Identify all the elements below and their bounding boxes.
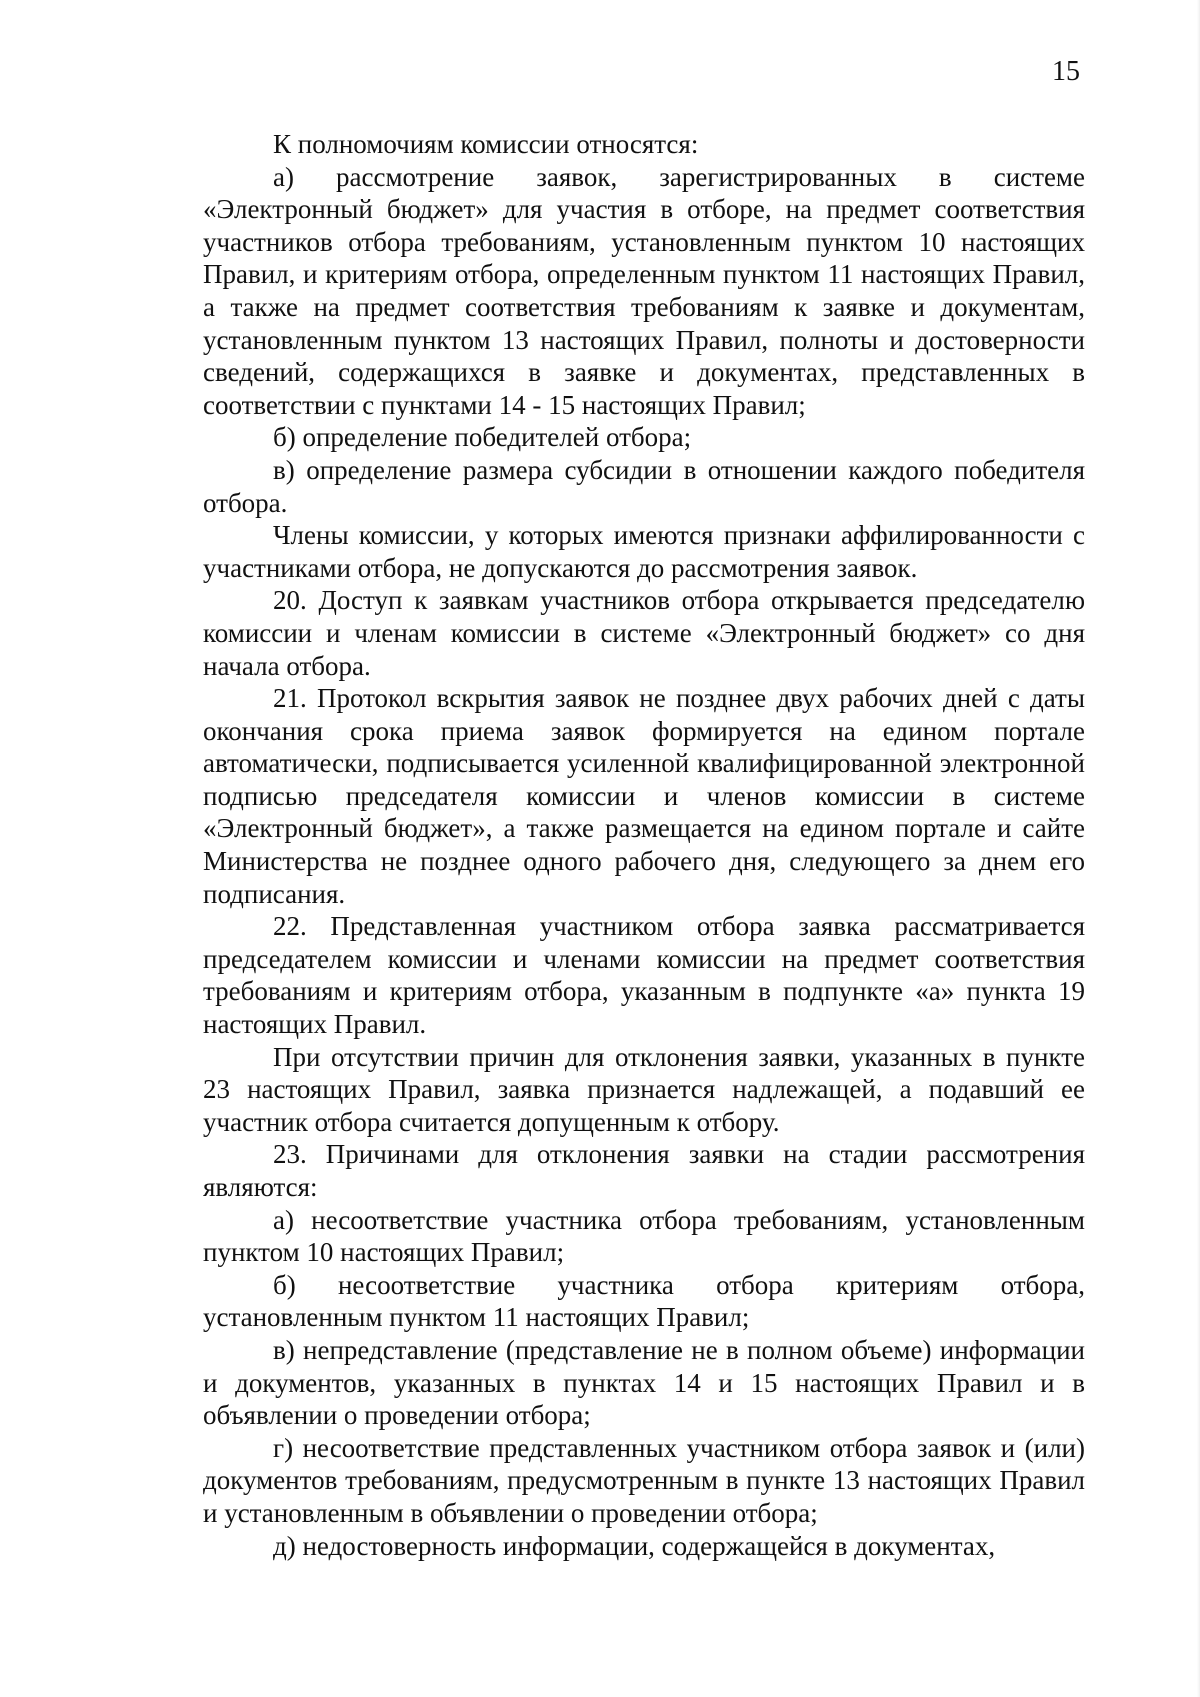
paragraph: г) несоответствие представленных участником отбора заявок и (или) документов требованиям, предусмотренным в пункте 13 настоящих Правил и установленным в объявлении о проведении отбора; (203, 1432, 1085, 1528)
paragraph: а) несоответствие участника отбора требованиям, установленным пунктом 10 настоящих Правил; (203, 1204, 1085, 1268)
paragraph: б) определение победителей отбора; (273, 422, 692, 453)
paragraph: д) недостоверность информации, содержащейся в документах, (273, 1530, 996, 1561)
paragraph: 23. Причинами для отклонения заявки на стадии рассмотрения являются: (203, 1139, 1085, 1202)
document-body (203, 128, 1085, 1562)
paragraph: в) определение размера субсидии в отношении каждого победителя отбора. (203, 454, 1085, 518)
paragraph: Члены комиссии, у которых имеются признаки аффилированности с участниками отбора, не допускаются до рассмотрения заявок. (203, 520, 1085, 583)
paragraph: При отсутствии причин для отклонения заявки, указанных в пункте 23 настоящих Правил, заявка признается надлежащей, а подавший ее участник отбора считается допущенным к отбору. (203, 1041, 1085, 1137)
paragraph: в) непредставление (представление не в полном объеме) информации и документов, указанных в пунктах 14 и 15 настоящих Правил и в объявлении о проведении отбора; (203, 1334, 1085, 1431)
paragraph: 22. Представленная участником отбора заявка рассматривается председателем комиссии и членами комиссии на предмет соответствия требованиям и критериям отбора, указанным в подпункте «а» пункта 19 настоящих Правил. (203, 911, 1085, 1040)
paragraph: 20. Доступ к заявкам участников отбора открывается председателю комиссии и членам комиссии в системе «Электронный бюджет» со дня начала отбора. (203, 585, 1085, 681)
page-number: 15 (1052, 56, 1080, 87)
paragraph: б) несоответствие участника отбора критериям отбора, установленным пунктом 11 настоящих Правил; (203, 1269, 1085, 1333)
paragraph: К полномочиям комиссии относятся: (273, 129, 699, 159)
paragraph: а) рассмотрение заявок, зарегистрированных в системе «Электронный бюджет» для участия в отборе, на предмет соответствия участников отбора требованиям, установленным пунктом 10 настоящих Правил, и критериям отбора, определенным пунктом 11 настоящих Правил, а также на предмет соответствия требованиям к заявке и документам, установленным пунктом 13 настоящих Правил, полноты и достоверности сведений, содержащихся в заявке и документах, представленных в соответствии с пунктами 14 - 15 настоящих Правил; (203, 161, 1085, 420)
paragraph: 21. Протокол вскрытия заявок не позднее двух рабочих дней с даты окончания срока приема заявок формируется на едином портале автоматически, подписывается усиленной квалифицированной электронной подписью председателя комиссии и членов комиссии в системе «Электронный бюджет», а также размещается на едином портале и сайте Министерства не позднее одного рабочего дня, следующего за днем его подписания. (203, 683, 1085, 909)
